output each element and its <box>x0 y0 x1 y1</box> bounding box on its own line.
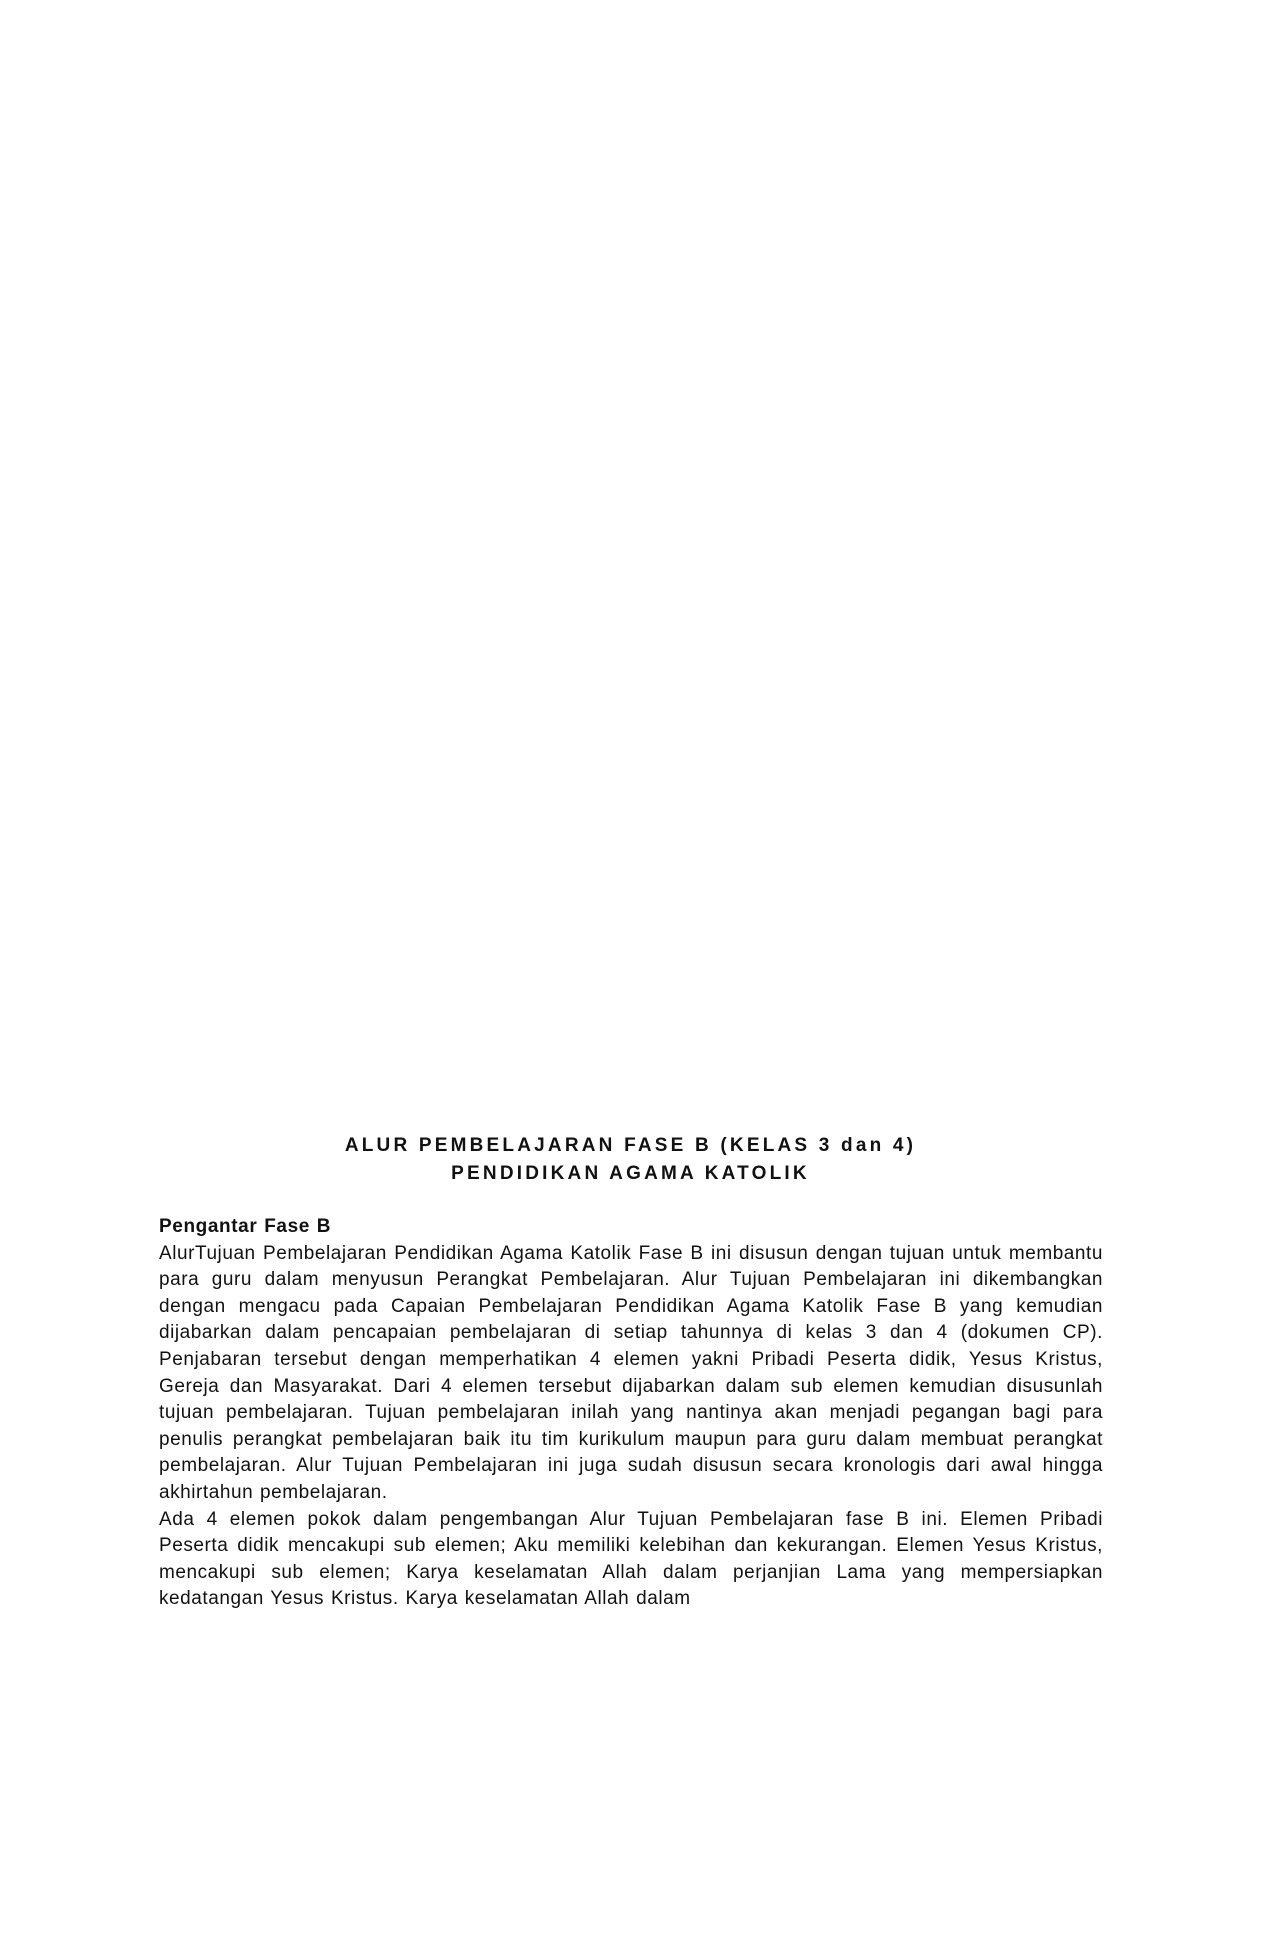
paragraph-elements: Ada 4 elemen pokok dalam pengembangan Alur Tujuan Pembelajaran fase B ini. Elemen Pribadi Peserta didik mencakupi sub elemen; Aku memiliki kelebihan dan kekurangan. Elemen Yesus Kristus, mencakupi sub elemen; Karya keselamatan Allah dalam perjanjian Lama yang mempersiapkan kedatangan Yesus Kristus. Karya keselamatan Allah dalam <box>159 1508 1103 1610</box>
title-line-1: ALUR PEMBELAJARAN FASE B (KELAS 3 dan 4) <box>344 1135 917 1156</box>
title-line-2: PENDIDIKAN AGAMA KATOLIK <box>451 1163 810 1184</box>
paragraph-introduction: AlurTujuan Pembelajaran Pendidikan Agama Katolik Fase B ini disusun dengan tujuan untuk membantu para guru dalam menyusun Perangkat Pembelajaran. Alur Tujuan Pembelajaran ini dikembangkan dengan mengacu pada Capaian Pembelajaran Pendidikan Agama Katolik Fase B yang kemudian dijabarkan dalam pencapaian pembelajaran di setiap tahunnya di kelas 3 dan 4 (dokumen CP). Penjabaran tersebut dengan memperhatikan 4 elemen yakni Pribadi Peserta didik, Yesus Kristus, Gereja dan Masyarakat. Dari 4 elemen tersebut dijabarkan dalam sub elemen kemudian disusunlah tujuan pembelajaran. Tujuan pembelajaran inilah yang nantinya akan menjadi pegangan bagi para penulis perangkat pembelajaran baik itu tim kurikulum maupun para guru dalam membuat perangkat pembelajaran. Alur Tujuan Pembelajaran ini juga sudah disusun secara kronologis dari awal hingga akhirtahun pembelajaran. <box>159 1242 1103 1503</box>
document-body <box>159 1214 1103 1613</box>
section-heading: Pengantar Fase B <box>159 1216 332 1237</box>
document-title <box>0 1132 1261 1188</box>
